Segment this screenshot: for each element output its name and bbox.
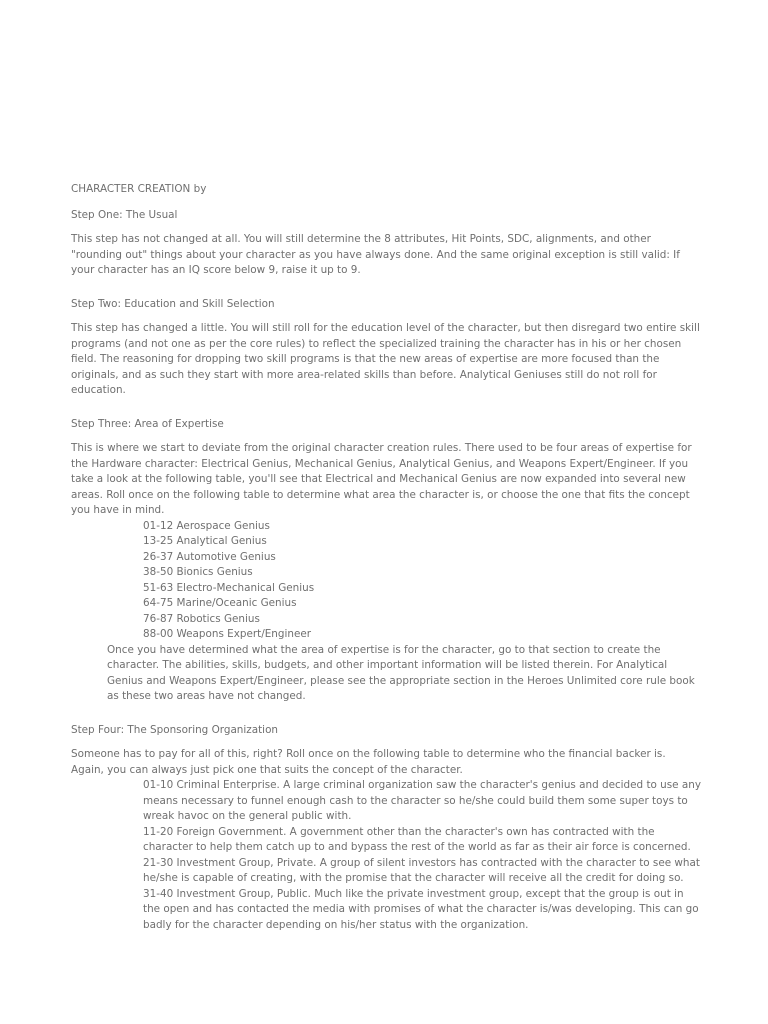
expertise-entry: 26-37 Automotive Genius <box>143 550 276 563</box>
document-body <box>71 182 701 933</box>
step-two-heading: Step Two: Education and Skill Selection <box>71 297 275 310</box>
sponsor-entry: 31-40 Investment Group, Public. Much like the private investment group, except that the group is out in the open and has contacted the media with promises of what the character is/was developing. This can go badly for the character depending on his/her status with the organization. <box>143 887 699 931</box>
document-title: CHARACTER CREATION by <box>71 183 207 195</box>
step-one-heading: Step One: The Usual <box>71 208 178 221</box>
expertise-entry: 51-63 Electro-Mechanical Genius <box>143 581 315 594</box>
sponsor-entry: 01-10 Criminal Enterprise. A large criminal organization saw the character's genius and decided to use any means necessary to funnel enough cash to the character so he/she could build them some super toys to wreak havoc on the general public with. <box>143 779 701 822</box>
step-one-paragraph: This step has not changed at all. You will still determine the 8 attributes, Hit Points, SDC, alignments, and other "rounding out" things about your character as you have always done. And the same original exception is still valid: If your character has an IQ score below 9, raise it up to 9. <box>71 233 680 276</box>
expertise-entry: 76-87 Robotics Genius <box>143 612 260 625</box>
step-two-paragraph: This step has changed a little. You will still roll for the education level of the character, but then disregard two entire skill programs (and not one as per the core rules) to reflect the specialized training the character has in his or her chosen field. The reasoning for dropping two skill programs is that the new areas of expertise are more focused than the originals, and as such they start with more area-related skills than before. Analytical Geniuses still do not roll for education. <box>71 322 700 396</box>
step-four-heading: Step Four: The Sponsoring Organization <box>71 723 279 736</box>
sponsor-table <box>71 778 701 933</box>
step-four-paragraph: Someone has to pay for all of this, right? Roll once on the following table to determine who the financial backer is. Again, you can always just pick one that suits the concept of the character. <box>71 748 666 776</box>
sponsor-entry: 11-20 Foreign Government. A government other than the character's own has contracted with the character to help them catch up to and bypass the rest of the world as far as their air force is concerned. <box>143 825 691 853</box>
step-three-paragraph: This is where we start to deviate from the original character creation rules. There used to be four areas of expertise for the Hardware character: Electrical Genius, Mechanical Genius, Analytical Genius, and Weapons Expert/Engineer. If you take a look at the following table, you'll see that Electrical and Mechanical Genius are now expanded into several new areas. Roll once on the following table to determine what area the character is, or choose the one that fits the concept you have in mind. <box>71 442 692 516</box>
expertise-table <box>71 519 701 643</box>
sponsor-entry: 21-30 Investment Group, Private. A group of silent investors has contracted with the character to see what he/she is capable of creating, with the promise that the character will receive all the credit for doing so. <box>143 856 700 884</box>
expertise-entry: 64-75 Marine/Oceanic Genius <box>143 597 297 609</box>
step-three-heading: Step Three: Area of Expertise <box>71 417 224 430</box>
expertise-entry: 88-00 Weapons Expert/Engineer <box>143 628 311 640</box>
expertise-entry: 38-50 Bionics Genius <box>143 566 253 578</box>
expertise-entry: 13-25 Analytical Genius <box>143 535 267 547</box>
expertise-entry: 01-12 Aerospace Genius <box>143 519 270 532</box>
step-three-followup: Once you have determined what the area of expertise is for the character, go to that section to create the character. The abilities, skills, budgets, and other important information will be listed therein. For Analytical Genius and Weapons Expert/Engineer, please see the appropriate section in the Heroes Unlimited core rule book as these two areas have not changed. <box>107 643 695 702</box>
